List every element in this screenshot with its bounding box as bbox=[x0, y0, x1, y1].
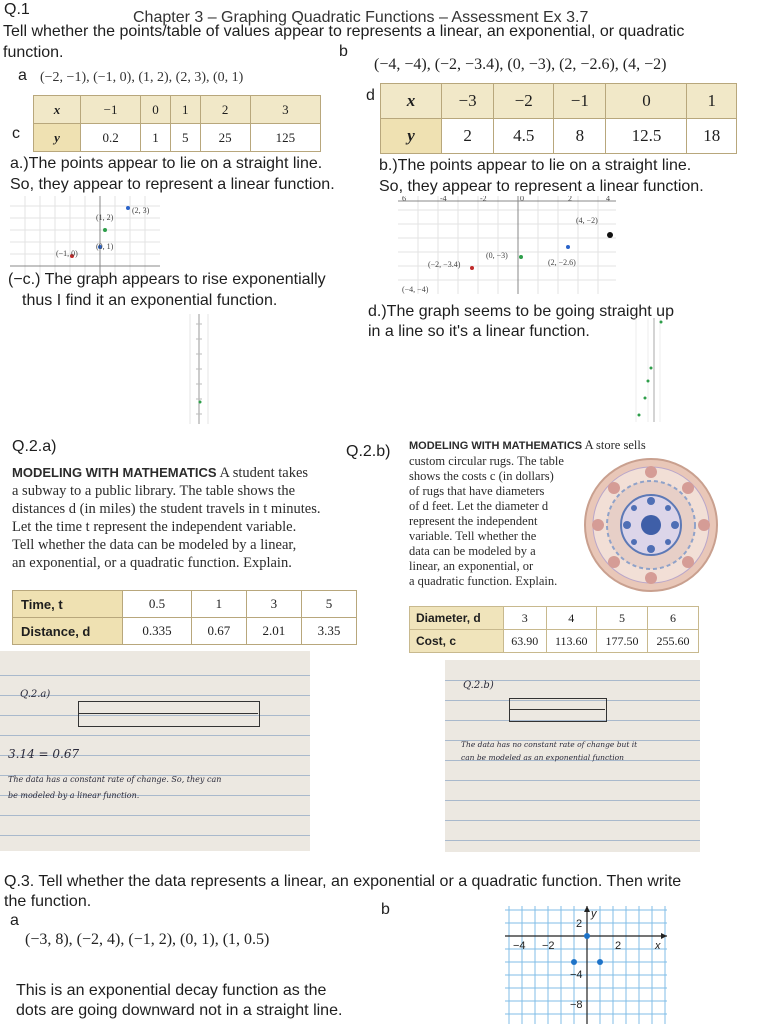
q3a-answer-line2: dots are going downward not in a straight line. bbox=[16, 1002, 343, 1019]
plot-point bbox=[199, 401, 202, 404]
instruction-line1: Tell whether the points/table of values appear to represents a linear, an exponential, or quadratic bbox=[3, 23, 685, 40]
handwritten-text: 3.14 = 0.67 bbox=[8, 747, 80, 761]
q1d-x-header: x bbox=[381, 84, 442, 119]
axis-tick-label: −4 bbox=[570, 969, 583, 981]
q1b-graph bbox=[398, 196, 616, 294]
point-label: (0, −3) bbox=[486, 251, 508, 260]
q2b-text-line: A store sells bbox=[584, 438, 646, 452]
axis-tick-label: 2 bbox=[615, 940, 622, 952]
q1a-answer-line2: So, they appear to represent a linear function. bbox=[10, 176, 335, 193]
q1d-answer-line2: in a line so it's a linear function. bbox=[368, 323, 590, 340]
q2b-text-line: linear, an exponential, or bbox=[409, 559, 534, 573]
q2b-text-line: data can be modeled by a bbox=[409, 544, 536, 558]
q1c-x-cell: 2 bbox=[200, 96, 250, 124]
q3a-answer-line1: This is an exponential decay function as the bbox=[16, 982, 327, 999]
q2b-table bbox=[409, 606, 699, 653]
q2b-problem bbox=[409, 438, 646, 589]
q2a-text-line: distances d (in miles) the student travels in t minutes. bbox=[12, 501, 321, 517]
q2b-row2-label: Cost, c bbox=[410, 630, 504, 653]
q1-label: Q.1 bbox=[4, 1, 30, 18]
q2a-cell: 5 bbox=[301, 591, 356, 618]
q1d-graph bbox=[628, 318, 668, 422]
q1c-answer-line2: thus I find it an exponential function. bbox=[22, 292, 278, 309]
plot-point bbox=[584, 933, 590, 939]
q1c-x-cell: 1 bbox=[170, 96, 200, 124]
q1c-y-cell: 25 bbox=[200, 124, 250, 152]
q2b-cell: 4 bbox=[546, 607, 596, 630]
q1b-answer-line2: So, they appear to represent a linear function. bbox=[379, 178, 704, 195]
q2a-text-line: a subway to a public library. The table shows the bbox=[12, 483, 296, 499]
q3a-points: (−3, 8), (−2, 4), (−1, 2), (0, 1), (1, 0.5) bbox=[25, 931, 270, 948]
q1b-letter: b bbox=[339, 43, 348, 60]
q2b-text-line: shows the costs c (in dollars) bbox=[409, 469, 554, 483]
q2b-text-line: of d feet. Let the diameter d bbox=[409, 499, 549, 513]
q2a-row1-label: Time, t bbox=[13, 591, 123, 618]
axis-tick-label: 0 bbox=[520, 196, 524, 203]
q3-text-line2: the function. bbox=[4, 893, 92, 910]
plot-point bbox=[647, 380, 650, 383]
q1c-answer-line1: (−c.) The graph appears to rise exponentially bbox=[8, 271, 326, 288]
q1a-graph bbox=[10, 196, 160, 278]
q1d-answer-line1: d.)The graph seems to be going straight up bbox=[368, 303, 674, 320]
axis-tick-label: 2 bbox=[576, 918, 583, 930]
q2a-cell: 0.335 bbox=[123, 618, 192, 645]
plot-point bbox=[644, 397, 647, 400]
plot-point bbox=[519, 255, 523, 259]
plot-point bbox=[566, 245, 570, 249]
q2a-cell: 0.5 bbox=[123, 591, 192, 618]
q2a-table bbox=[12, 590, 357, 645]
q2a-text-line: A student takes bbox=[219, 465, 309, 481]
q1c-table bbox=[33, 95, 321, 152]
q2b-cell: 255.60 bbox=[647, 630, 698, 653]
q2a-heading: MODELING WITH MATHEMATICS bbox=[12, 465, 217, 480]
q2a-cell: 3 bbox=[246, 591, 301, 618]
q1d-letter: d bbox=[366, 87, 375, 104]
axis-tick-label: −2 bbox=[542, 940, 555, 952]
q2b-text-line: of rugs that have diameters bbox=[409, 484, 545, 498]
q2a-handwriting-photo bbox=[0, 651, 310, 851]
handwritten-text: The data has no constant rate of change but it bbox=[461, 740, 638, 749]
q1d-y-cell: 4.5 bbox=[494, 119, 554, 154]
q2a-problem bbox=[12, 464, 357, 572]
plot-point bbox=[660, 321, 663, 324]
q1d-x-cell: −1 bbox=[554, 84, 606, 119]
point-label: (0, 1) bbox=[96, 242, 114, 251]
handwritten-table bbox=[78, 701, 260, 727]
q1d-table bbox=[380, 83, 737, 154]
q1d-y-cell: 18 bbox=[687, 119, 737, 154]
q2a-row2-label: Distance, d bbox=[13, 618, 123, 645]
q1c-x-cell: 3 bbox=[250, 96, 320, 124]
axis-tick-label: −4 bbox=[513, 940, 526, 952]
q2a-text-line: an exponential, or a quadratic function. Explain. bbox=[12, 555, 292, 571]
q2a-text-line: Let the time t represent the independent variable. bbox=[12, 519, 297, 535]
point-label: (−2, −3.4) bbox=[428, 260, 461, 269]
q2b-cell: 113.60 bbox=[546, 630, 596, 653]
axis-tick-label: -4 bbox=[440, 196, 447, 203]
q1c-y-cell: 0.2 bbox=[81, 124, 141, 152]
axis-label: y bbox=[591, 908, 597, 920]
q3b-graph bbox=[505, 906, 667, 1024]
plot-point bbox=[126, 206, 130, 210]
axis-tick-label: 2 bbox=[568, 196, 572, 203]
plot-point bbox=[470, 266, 474, 270]
axis-tick-label: 6 bbox=[402, 196, 406, 203]
q1c-y-cell: 1 bbox=[141, 124, 171, 152]
q2b-row1-label: Diameter, d bbox=[410, 607, 504, 630]
plot-point bbox=[650, 367, 653, 370]
handwritten-text: Q.2.b) bbox=[463, 680, 494, 691]
q1d-x-cell: 1 bbox=[687, 84, 737, 119]
q3a-letter: a bbox=[10, 912, 19, 929]
q1d-x-cell: 0 bbox=[606, 84, 687, 119]
q1d-x-cell: −2 bbox=[494, 84, 554, 119]
plot-point bbox=[607, 232, 613, 238]
handwritten-text: Q.2.a) bbox=[20, 689, 51, 700]
q1d-y-header: y bbox=[381, 119, 442, 154]
point-label: (1, 2) bbox=[96, 213, 114, 222]
instruction-line2: function. bbox=[3, 44, 64, 61]
q1c-y-header: y bbox=[34, 124, 81, 152]
plot-point bbox=[571, 959, 577, 965]
q1d-y-cell: 12.5 bbox=[606, 119, 687, 154]
q2a-cell: 0.67 bbox=[191, 618, 246, 645]
plot-point bbox=[638, 414, 641, 417]
q2b-cell: 177.50 bbox=[596, 630, 647, 653]
q2a-label: Q.2.a) bbox=[12, 438, 57, 455]
plot-point bbox=[103, 228, 107, 232]
rug-illustration bbox=[582, 456, 720, 594]
q1d-y-cell: 2 bbox=[442, 119, 494, 154]
point-label: (4, −2) bbox=[576, 216, 598, 225]
q1d-y-cell: 8 bbox=[554, 119, 606, 154]
q2b-cell: 5 bbox=[596, 607, 647, 630]
axis-tick-label: −8 bbox=[570, 999, 583, 1011]
q1a-letter: a bbox=[18, 67, 27, 84]
handwritten-text: The data has a constant rate of change. So, they can bbox=[8, 775, 222, 784]
q1b-answer-line1: b.)The points appear to lie on a straight line. bbox=[379, 157, 692, 174]
q2a-cell: 3.35 bbox=[301, 618, 356, 645]
q1c-y-cell: 125 bbox=[250, 124, 320, 152]
q2b-text-line: represent the independent bbox=[409, 514, 538, 528]
q1b-points: (−4, −4), (−2, −3.4), (0, −3), (2, −2.6), (4, −2) bbox=[374, 56, 667, 73]
q1a-points: (−2, −1), (−1, 0), (1, 2), (2, 3), (0, 1) bbox=[40, 70, 244, 85]
q2b-handwriting-photo bbox=[445, 660, 700, 852]
q1c-x-cell: 0 bbox=[141, 96, 171, 124]
q2b-cell: 63.90 bbox=[504, 630, 547, 653]
axis-label: x bbox=[655, 940, 661, 952]
q2b-text-line: custom circular rugs. The table bbox=[409, 454, 564, 468]
point-label: (−4, −4) bbox=[402, 285, 429, 294]
q1c-x-header: x bbox=[34, 96, 81, 124]
point-label: (2, −2.6) bbox=[548, 258, 576, 267]
q2b-heading: MODELING WITH MATHEMATICS bbox=[409, 440, 583, 452]
q1c-x-cell: −1 bbox=[81, 96, 141, 124]
q1c-y-cell: 5 bbox=[170, 124, 200, 152]
q2b-label: Q.2.b) bbox=[346, 443, 391, 460]
q2a-cell: 1 bbox=[191, 591, 246, 618]
plot-point bbox=[597, 959, 603, 965]
q2b-text-line: variable. Tell whether the bbox=[409, 529, 537, 543]
q2b-cell: 6 bbox=[647, 607, 698, 630]
page-title: Chapter 3 – Graphing Quadratic Functions – Assessment Ex 3.7 bbox=[133, 9, 589, 26]
handwritten-table bbox=[509, 698, 607, 722]
axis-tick-label: -2 bbox=[480, 196, 487, 203]
q2b-text-line: a quadratic function. Explain. bbox=[409, 574, 558, 588]
handwritten-text: be modeled by a linear function. bbox=[8, 791, 140, 800]
q1a-answer-line1: a.)The points appear to lie on a straight line. bbox=[10, 155, 323, 172]
q3b-letter: b bbox=[381, 901, 390, 918]
q2b-cell: 3 bbox=[504, 607, 547, 630]
point-label: (−1, 0) bbox=[56, 249, 78, 258]
q1c-letter: c bbox=[12, 125, 20, 142]
point-label: (2, 3) bbox=[132, 206, 150, 215]
q3-text-line1: Q.3. Tell whether the data represents a linear, an exponential or a quadratic function. Then write bbox=[4, 873, 682, 890]
q2a-text-line: Tell whether the data can be modeled by a linear, bbox=[12, 537, 297, 553]
q1d-x-cell: −3 bbox=[442, 84, 494, 119]
axis-tick-label: 4 bbox=[606, 196, 610, 203]
q2a-cell: 2.01 bbox=[246, 618, 301, 645]
handwritten-text: can be modeled as an exponential function bbox=[461, 753, 624, 762]
q1c-graph bbox=[186, 314, 212, 424]
